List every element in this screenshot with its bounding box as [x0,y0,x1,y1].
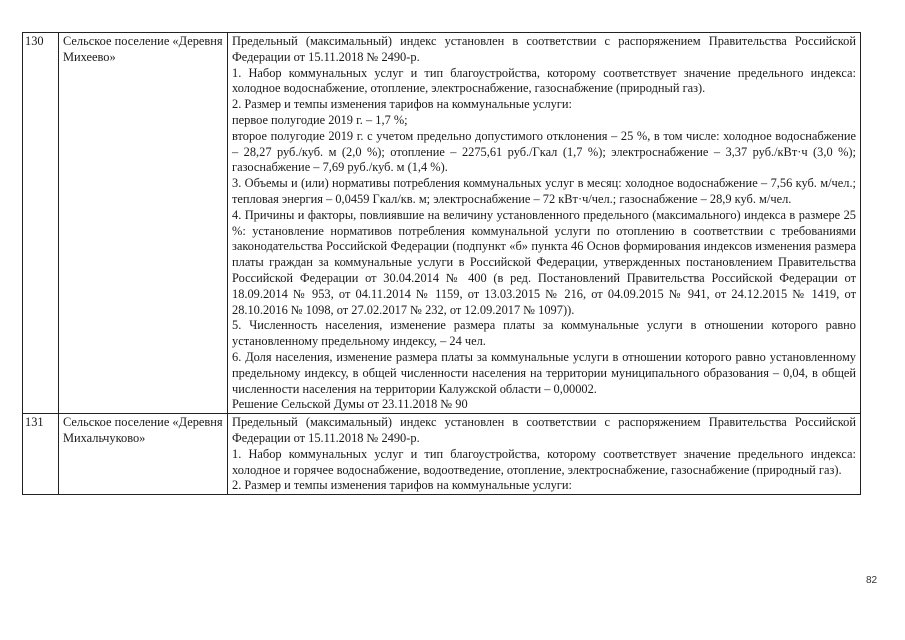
row-content [228,33,861,414]
row-number: 130 [23,33,59,414]
paragraph: 6. Доля населения, изменение размера платы за коммунальные услуги в отношении которого равно установленному предельному индексу, в общей численности населения на территории муниципального образования – 0,04, в общей численности населения на территории Калужской области – 0,00002. [232,349,856,396]
paragraph: первое полугодие 2019 г. – 1,7 %; [232,112,408,127]
settlement-name: Сельское поселение «Деревня Михеево» [59,33,228,414]
decision-reference: Решение Сельской Думы от 23.11.2018 № 90 [232,397,468,412]
paragraph: 4. Причины и факторы, повлиявшие на величину установленного предельного (максимального) индекса в размере 25 %: установление нормативов потребления коммунальной услуги по отоплению в соответствии с требованиями законодательства Российской Федерации (подпункт «б» пункта 46 Основ формирования индексов изменения размера платы граждан за коммунальные услуги в Российской Федерации, утвержденных постановлением Правительства Российской Федерации от 30.04.2014 № 400 (в ред. Постановлений Правительства Российской Федерации от 18.09.2014 № 953, от 04.11.2014 № 1159, от 13.03.2015 № 216, от 04.09.2015 № 941, от 24.12.2015 № 1419, от 28.10.2016 № 1098, от 27.02.2017 № 232, от 12.09.2017 № 1097)). [232,207,856,317]
paragraph: 2. Размер и темпы изменения тарифов на коммунальные услуги: [232,478,572,493]
paragraph: 5. Численность населения, изменение размера платы за коммунальные услуги в отношении которого равно установленному предельному индексу, – 24 чел. [232,318,856,349]
paragraph: Предельный (максимальный) индекс установлен в соответствии с распоряжением Правительства Российской Федерации от 15.11.2018 № 2490-р. [232,415,856,445]
municipal-index-table [22,32,861,495]
page-number: 82 [866,575,878,586]
document-page [22,32,861,495]
paragraph: 3. Объемы и (или) нормативы потребления коммунальных услуг в месяц: холодное водоснабжение – 7,56 куб. м/чел.; тепловая энергия – 0,0459 Гкал/кв. м; электроснабжение – 72 кВт·ч/чел.; газоснабжение – 28,9 куб. м/чел. [232,176,856,206]
settlement-name: Сельское поселение «Деревня Михальчуково» [59,414,228,495]
paragraph: 1. Набор коммунальных услуг и тип благоустройства, которому соответствует значение предельного индекса: холодное водоснабжение, отопление, электроснабжение, газоснабжение (природный газ). [232,65,856,96]
paragraph: 1. Набор коммунальных услуг и тип благоустройства, которому соответствует значение предельного индекса: холодное и горячее водоснабжение, водоотведение, отопление, электроснабжение, газоснабжение (природный газ). [232,446,856,477]
paragraph: Предельный (максимальный) индекс установлен в соответствии с распоряжением Правительства Российской Федерации от 15.11.2018 № 2490-р. [232,34,856,64]
paragraph: 2. Размер и темпы изменения тарифов на коммунальные услуги: [232,97,572,112]
table-row [23,414,861,495]
row-number: 131 [23,414,59,495]
paragraph: второе полугодие 2019 г. с учетом предельно допустимого отклонения – 25 %, в том числе: холодное водоснабжение – 28,27 руб./куб. м (2,0 %); отопление – 2275,61 руб./Гкал (1,7 %); электроснабжение – 3,37 руб./кВт·ч (3,0 %); газоснабжение – 7,69 руб./куб. м (1,4 %). [232,128,856,175]
row-content [228,414,861,495]
table-row [23,33,861,414]
